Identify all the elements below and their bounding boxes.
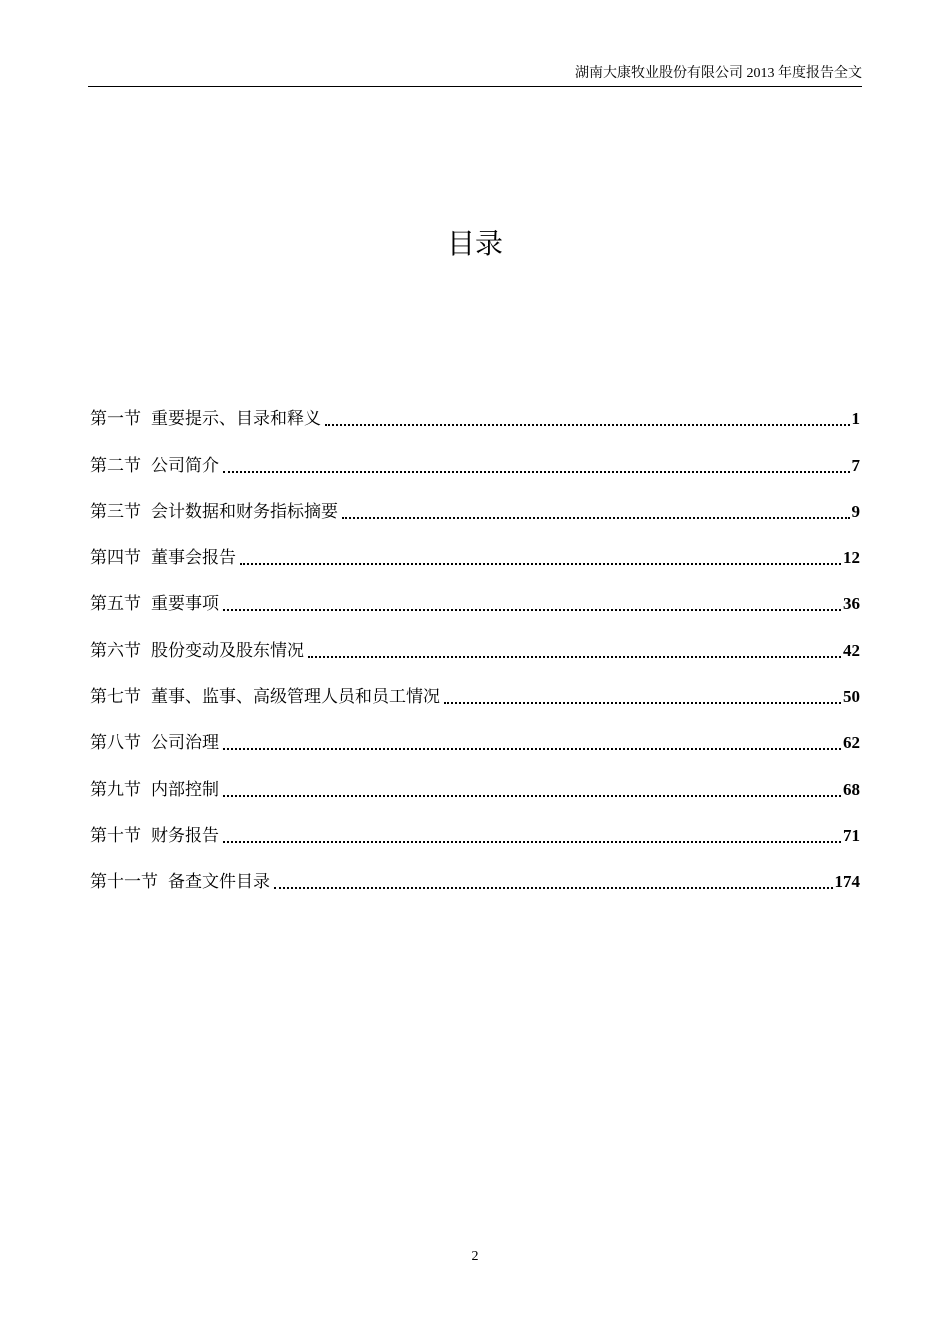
toc-dot-leader <box>223 609 841 611</box>
toc-section-title: 股份变动及股东情况 <box>151 640 304 661</box>
toc-section-number: 第六节 <box>90 640 141 661</box>
toc-section-number: 第五节 <box>90 594 141 615</box>
toc-section-title: 会计数据和财务指标摘要 <box>151 501 338 522</box>
toc-section-number: 第十节 <box>90 825 141 846</box>
toc-page-number: 68 <box>843 779 860 799</box>
toc-entry[interactable] <box>90 720 860 766</box>
toc-page-number: 12 <box>843 548 860 568</box>
toc-page-number: 71 <box>843 825 860 845</box>
toc-dot-leader <box>274 887 833 889</box>
toc-section-number: 第四节 <box>90 548 141 569</box>
toc-entry[interactable] <box>90 627 860 673</box>
toc-page-number: 7 <box>851 455 860 475</box>
running-header: 湖南大康牧业股份有限公司 2013 年度报告全文 <box>575 66 862 81</box>
toc-entry[interactable] <box>90 674 860 720</box>
toc-section-title: 公司简介 <box>151 455 219 476</box>
toc-dot-leader <box>325 424 850 426</box>
toc-section-title: 董事、监事、高级管理人员和员工情况 <box>151 687 440 708</box>
toc-section-number: 第九节 <box>90 779 141 800</box>
toc-section-number: 第三节 <box>90 501 141 522</box>
toc-page-number: 1 <box>851 409 860 429</box>
toc-section-title: 财务报告 <box>151 825 219 846</box>
toc-dot-leader <box>308 656 841 658</box>
toc-entry[interactable] <box>90 766 860 812</box>
toc-page-number: 36 <box>843 594 860 614</box>
toc-section-title: 重要提示、目录和释义 <box>151 409 321 430</box>
toc-dot-leader <box>223 841 841 843</box>
toc-section-title: 重要事项 <box>151 594 219 615</box>
toc-dot-leader <box>223 471 850 473</box>
toc-section-title: 内部控制 <box>151 779 219 800</box>
toc-entry[interactable] <box>90 535 860 581</box>
toc-entry[interactable] <box>90 813 860 859</box>
toc-page-number: 62 <box>843 733 860 753</box>
toc-dot-leader <box>444 702 841 704</box>
toc-entry[interactable] <box>90 442 860 488</box>
toc-entry[interactable] <box>90 581 860 627</box>
toc-page-number: 42 <box>843 640 860 660</box>
toc-entry[interactable] <box>90 859 860 905</box>
toc-entry[interactable] <box>90 396 860 442</box>
toc-dot-leader <box>342 517 850 519</box>
toc-entry[interactable] <box>90 489 860 535</box>
toc-section-number: 第七节 <box>90 687 141 708</box>
page-number: 2 <box>471 1249 479 1264</box>
toc-section-title: 董事会报告 <box>151 548 236 569</box>
toc-page-number: 9 <box>851 501 860 521</box>
toc-section-title: 公司治理 <box>151 733 219 754</box>
toc-section-number: 第二节 <box>90 455 141 476</box>
page-title: 目录 <box>446 227 503 260</box>
toc-section-number: 第八节 <box>90 733 141 754</box>
header-rule <box>88 86 862 87</box>
table-of-contents <box>90 396 860 905</box>
toc-dot-leader <box>223 748 841 750</box>
toc-dot-leader <box>240 563 841 565</box>
toc-section-title: 备查文件目录 <box>168 872 270 893</box>
toc-page-number: 174 <box>834 872 860 892</box>
toc-page-number: 50 <box>843 687 860 707</box>
toc-section-number: 第一节 <box>90 409 141 430</box>
toc-dot-leader <box>223 795 841 797</box>
toc-section-number: 第十一节 <box>90 872 158 893</box>
